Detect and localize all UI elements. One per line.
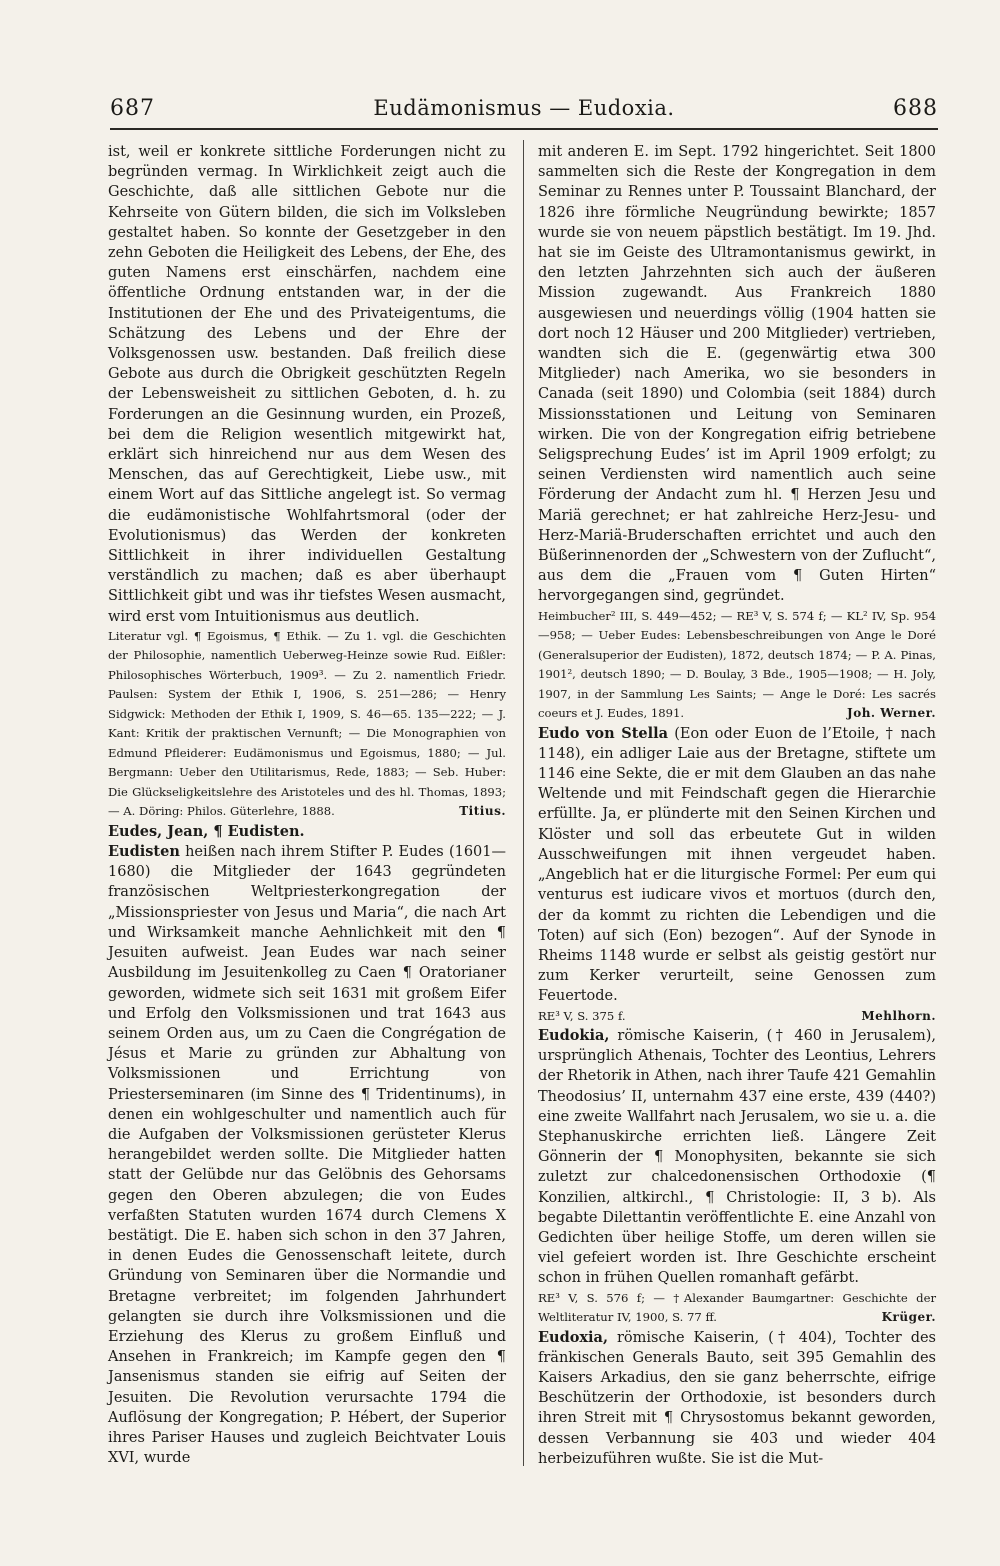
entry-eudo-von-stella bbox=[538, 724, 936, 1007]
running-head: Eudämonismus — Eudoxia. bbox=[373, 96, 675, 120]
entry-headword: Eudokia, bbox=[538, 1027, 610, 1045]
page-number-left: 687 bbox=[110, 96, 155, 121]
eudes-xref-text: Eudes, Jean, ¶ Eudisten. bbox=[108, 822, 305, 840]
eudaemonismus-continuation: ist, weil er konkrete sittliche Forderungen nicht zu begründen vermag. In Wirklichkeit zeigt auch die Geschichte, daß alle sittlichen Gebote nur die Kehrseite von Gütern bilden, die sich im Volksleben gestaltet haben. So konnte der Gesetzgeber in den zehn Geboten die Heiligkeit des Lebens, der Ehe, des guten Namens erst einschärfen, nachdem eine öffentliche Ordnung entstanden war, in der die Institutionen der Ehe und des Privateigentums, die Schätzung des Lebens und der Ehre der Volksgenossen usw. bestanden. Daß freilich diese Gebote aus durch die Obrigkeit geschützten Regeln der Lebensweisheit zu sittlichen Geboten, d. h. zu Forderungen an die Gesinnung wurden, ein Prozeß, bei dem die Religion wesentlich mitgewirkt hat, erklärt sich hinreichend nur aus dem Wesen des Menschen, das auf Gerechtigkeit, Liebe usw., mit einem Wort auf das Sittliche angelegt ist. So vermag die eudämonistische Wohlfahrtsmoral (oder der Evolutionismus) das Werden der konkreten Sittlichkeit in ihrer individuellen Gestaltung verständlich zu machen; daß es aber überhaupt Sittlichkeit gibt und was ihr tiefstes Wesen ausmacht, wird erst vom Intuitionismus aus deutlich. bbox=[108, 144, 506, 625]
left-column bbox=[108, 142, 506, 1468]
article-author: Krüger. bbox=[881, 1310, 936, 1325]
entry-headword: Eudoxia, bbox=[538, 1328, 609, 1346]
eudo-literature bbox=[538, 1007, 936, 1027]
eudaemonismus-literature bbox=[108, 627, 506, 822]
header-rule bbox=[110, 128, 938, 130]
literature-text: RE³ V, S. 375 f. bbox=[538, 1008, 626, 1023]
page-number-right: 688 bbox=[893, 96, 938, 121]
literature-text: Literatur vgl. ¶ Egoismus, ¶ Ethik. — Zu 1. vgl. die Geschichten der Philosophie, namentlich Ueberweg-Heinze sowie Rud. Eißler: Philosophisches Wörterbuch, 1909³. — Zu 2. namentlich Friedr. Paulsen: System der Ethik I, 1906, S. 251—286; — Henry Sidgwick: Methoden der Ethik I, 1909, S. 46—65. 135—222; — J. Kant: Kritik der praktischen Vernunft; — Die Monographien von Edmund Pfleiderer: Eudämonismus und Egoismus, 1880; — Jul. Bergmann: Ueber den Utilitarismus, Rede, 1883; — Seb. Huber: Die Glückseligkeitslehre des Aristoteles und des hl. Thomas, 1893; — A. Döring: Philos. Güterlehre, 1888. bbox=[108, 628, 506, 819]
entry-headword: Eudisten bbox=[108, 843, 180, 861]
article-author: Titius. bbox=[459, 804, 506, 819]
eudisten-literature bbox=[538, 607, 936, 724]
entry-eudoxia bbox=[538, 1328, 936, 1469]
literature-text: RE³ V, S. 576 f; — †Alexander Baumgartner: Geschichte der Weltliteratur IV, 1900, S. 77 ff. bbox=[538, 1290, 936, 1325]
eudokia-literature bbox=[538, 1289, 936, 1328]
column-divider bbox=[523, 140, 524, 1466]
literature-text: Heimbucher² III, S. 449—452; — RE³ V, S. 574 f; — KL² IV, Sp. 954—958; — Ueber Eudes: Lebensbeschreibungen von Ange le Doré (Generalsuperior der Eudisten), 1872, deutsch 1874; — P. A. Pinas, 1901², deutsch 1890; — D. Boulay, 3 Bde., 1905—1908; — H. Joly, 1907, in der Sammlung Les Saints; — Ange le Doré: Les sacrés coeurs et J. Eudes, 1891. bbox=[538, 608, 936, 721]
entry-headword: Eudo von Stella bbox=[538, 724, 669, 742]
entry-body: (Eon oder Euon de l’Etoile, † nach 1148), ein adliger Laie aus der Bretagne, stiftete um 1146 eine Sekte, die er mit dem Glauben an das nahe Weltende und mit Feindschaft gegen die Hierarchie erfüllte. Ja, er plünderte mit den Seinen Kirchen und Klöster und soll das erbeutete Gut in wilden Ausschweifungen mit ihnen vergeudet haben. „Angeblich hat er die liturgische Formel: Per eum qui venturus est iudicare vivos et mortuos (durch den, der da kommt zu richten die Lebendigen und die Toten) auf sich (Eon) bezogen“. Auf der Synode in Rheims 1148 wurde er selbst als geistig gestört nur zum Kerker verurteilt, seine Genossen zum Feuertode. bbox=[538, 725, 937, 1005]
entry-eudokia bbox=[538, 1026, 936, 1289]
eudisten-continuation: mit anderen E. im Sept. 1792 hingerichtet. Seit 1800 sammelten sich die Reste der Kongregation in dem Seminar zu Rennes unter P. Toussaint Blanchard, der 1826 ihre förmliche Neugründung bewirkte; 1857 wurde sie von neuem päpstlich bestätigt. Im 19. Jhd. hat sie im Geiste des Ultramontanismus gewirkt, in den letzten Jahrzehnten sich auch der äußeren Mission zugewandt. Aus Frankreich 1880 ausgewiesen und neuerdings völlig (1904 hatten sie dort noch 12 Häuser und 200 Mitglieder) vertrieben, wandten sich die E. (gegenwärtig etwa 300 Mitglieder) nach Amerika, wo sie besonders in Canada (seit 1890) und Colombia (seit 1884) durch Missionsstationen und Leitung von Seminaren wirken. Die von der Kongregation eifrig betriebene Seligsprechung Eudes’ ist im April 1909 erfolgt; zu seinen Verdiensten wird namentlich auch seine Förderung der Andacht zum hl. ¶ Herzen Jesu und Mariä gerechnet; er hat zahlreiche Herz-Jesu- und Herz-Mariä-Bruderschaften errichtet und auch den Büßerinnenorden der „Schwestern von der Zuflucht“, aus dem die „Frauen vom ¶ Guten Hirten“ hervorgegangen sind, gegründet. bbox=[538, 144, 936, 605]
entry-body: römische Kaiserin, († 460 in Jerusalem), ursprünglich Athenais, Tochter des Leontius, Lehrers der Rhetorik in Athen, nach ihrer Taufe 421 Gemahlin Theodosius’ II, unternahm 437 eine erste, 439 (440?) eine zweite Wallfahrt nach Jerusalem, wo sie u. a. die Stephanuskirche errichten ließ. Längere Zeit Gönnerin der ¶ Monophysiten, bekannte sie sich zuletzt zur chalcedonensischen Orthodoxie (¶ Konzilien, altkirchl., ¶ Christologie: II, 3 b). Als begabte Dilettantin veröffentlichte E. eine Anzahl von Gedichten über heilige Stoffe, um deren willen sie viel gefeiert worden ist. Ihre Geschichte erscheint schon in frühen Quellen romanhaft gefärbt. bbox=[538, 1028, 936, 1287]
article-author: Mehlhorn. bbox=[861, 1008, 936, 1023]
right-column bbox=[538, 142, 936, 1469]
entry-body: römische Kaiserin, († 404), Tochter des fränkischen Generals Bauto, seit 395 Gemahlin des Kaisers Arkadius, den sie ganz beherrschte, eifrige Beschützerin der Orthodoxie, ist besonders durch ihren Streit mit ¶ Chrysostomus bekannt geworden, dessen Verbannung sie 403 und wieder 404 herbeizuführen wußte. Sie ist die Mut- bbox=[538, 1329, 936, 1467]
page-header bbox=[110, 88, 938, 124]
entry-body: heißen nach ihrem Stifter P. Eudes (1601—1680) die Mitglieder der 1643 gegründeten französischen Weltpriesterkongregation der „Missionspriester von Jesus und Maria“, die nach Art und Wirksamkeit manche Aehnlichkeit mit den ¶ Jesuiten aufweist. Jean Eudes war nach seiner Ausbildung im Jesuitenkolleg zu Caen ¶ Oratorianer geworden, widmete sich seit 1631 mit großem Eifer und Erfolg den Volksmissionen und trat 1643 aus seinem Orden aus, um zu Caen die Congrégation de Jésus et Marie zu gründen zur Abhaltung von Volksmissionen und Errichtung von Priesterseminaren (im Sinne des ¶ Tridentinums), in denen ein wohlgeschulter und namentlich auch für die Aufgaben der Volksmissionen gerüsteter Klerus herangebildet werden sollte. Die Mitglieder hatten statt der Gelübde nur das Gelöbnis des Gehorsams gegen den Oberen abzulegen; die von Eudes verfaßten Statuten wurden 1674 durch Clemens X bestätigt. Die E. haben sich schon in den 37 Jahren, in denen Eudes die Genossenschaft leitete, durch Gründung von Seminaren über die Normandie und Bretagne verbreitet; im folgenden Jahrhundert gelangten sie durch ihre Volksmissionen und die Erziehung des Klerus zu großem Einfluß und Ansehen in Frankreich; im Kampfe gegen den ¶ Jansenismus standen sie eifrig auf Seiten der Jesuiten. Die Revolution verursachte 1794 die Auflösung der Kongregation; P. Hébert, der Superior ihres Pariser Hauses und zugleich Beichtvater Louis XVI, wurde bbox=[108, 844, 506, 1467]
article-author: Joh. Werner. bbox=[847, 706, 936, 721]
entry-eudisten bbox=[108, 842, 506, 1468]
entry-eudes-xref bbox=[108, 822, 506, 842]
